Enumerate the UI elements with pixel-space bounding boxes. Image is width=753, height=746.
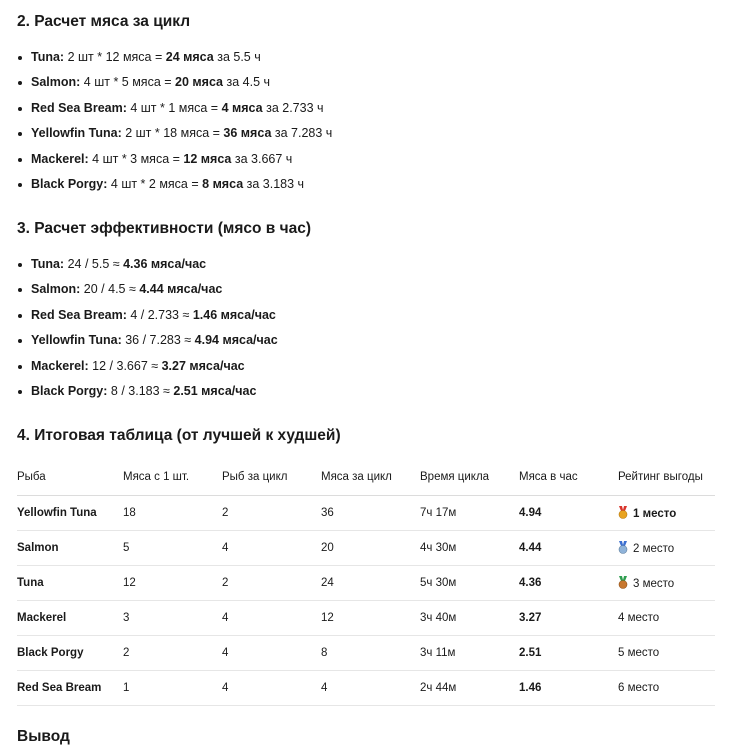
list-item	[17, 379, 278, 404]
cell-cycle-time: 3ч 40м	[420, 601, 519, 636]
cell-rating: 4 место	[618, 601, 715, 636]
rating-text: 2 место	[633, 543, 675, 555]
rating-text: 3 место	[633, 578, 675, 590]
gold-medal-icon	[618, 506, 628, 519]
duration: за 7.283 ч	[271, 126, 333, 141]
cell-meat-per-hour: 1.46	[519, 671, 618, 706]
result: 4.36 мяса/час	[123, 257, 207, 271]
table-row	[17, 531, 715, 566]
list-item	[17, 303, 278, 328]
fish-name: Black Porgy:	[31, 383, 108, 398]
summary-table	[17, 459, 715, 706]
cell-meat-per-cycle: 12	[321, 601, 420, 636]
cell-meat-per-hour: 2.51	[519, 636, 618, 671]
cell-fish: Tuna	[17, 566, 123, 601]
formula: 24 / 5.5 ≈	[67, 257, 124, 271]
formula: 12 / 3.667 ≈	[92, 358, 162, 373]
cell-fish: Salmon	[17, 531, 123, 566]
result: 12 мяса	[183, 151, 232, 166]
result: 8 мяса	[202, 176, 244, 191]
cell-cycle-time: 2ч 44м	[420, 671, 519, 706]
list-item	[17, 252, 278, 277]
list-item	[17, 121, 332, 146]
cell-fish-per-cycle: 2	[222, 566, 321, 601]
cell-meat-per-fish: 18	[123, 496, 222, 531]
result: 2.51 мяса/час	[173, 383, 257, 398]
cell-cycle-time: 3ч 11м	[420, 636, 519, 671]
result: 4.44 мяса/час	[139, 282, 223, 297]
formula: 4 шт * 2 мяса =	[110, 176, 203, 191]
cell-fish: Black Porgy	[17, 636, 123, 671]
cell-meat-per-fish: 12	[123, 566, 222, 601]
fish-name: Tuna:	[31, 257, 65, 271]
header-fish: Рыба	[17, 459, 123, 496]
cell-cycle-time: 5ч 30м	[420, 566, 519, 601]
silver-medal-icon	[618, 541, 628, 554]
fish-name: Black Porgy:	[31, 176, 108, 191]
table-row	[17, 671, 715, 706]
formula: 36 / 7.283 ≈	[125, 333, 195, 348]
cell-rating	[618, 496, 715, 531]
cell-cycle-time: 7ч 17м	[420, 496, 519, 531]
cell-fish: Yellowfin Tuna	[17, 496, 123, 531]
section-4-title: 4. Итоговая таблица (от лучшей к худшей)	[17, 427, 341, 444]
formula: 4 шт * 5 мяса =	[83, 75, 176, 90]
result: 4.94 мяса/час	[194, 333, 278, 348]
formula: 2 шт * 12 мяса =	[67, 50, 166, 64]
list-item	[17, 277, 278, 302]
cell-rating	[618, 566, 715, 601]
fish-name: Red Sea Bream:	[31, 100, 127, 115]
formula: 4 шт * 3 мяса =	[92, 151, 184, 166]
cell-rating: 5 место	[618, 636, 715, 671]
table-row	[17, 601, 715, 636]
formula: 4 / 2.733 ≈	[130, 307, 193, 322]
result: 24 мяса	[165, 50, 214, 64]
formula: 8 / 3.183 ≈	[110, 383, 174, 398]
header-meat-per-hour: Мяса в час	[519, 459, 618, 496]
fish-name: Yellowfin Tuna:	[31, 333, 122, 348]
cell-fish: Mackerel	[17, 601, 123, 636]
cell-rating	[618, 531, 715, 566]
cell-fish: Red Sea Bream	[17, 671, 123, 706]
table-row	[17, 496, 715, 531]
cell-meat-per-cycle: 8	[321, 636, 420, 671]
formula: 4 шт * 1 мяса =	[130, 100, 222, 115]
list-item	[17, 172, 332, 197]
fish-name: Yellowfin Tuna:	[31, 126, 122, 141]
efficiency-list	[17, 252, 278, 404]
bronze-medal-icon	[618, 576, 628, 589]
fish-name: Salmon:	[31, 75, 81, 90]
result: 20 мяса	[175, 75, 224, 90]
cell-fish-per-cycle: 4	[222, 531, 321, 566]
cell-meat-per-fish: 3	[123, 601, 222, 636]
result: 3.27 мяса/час	[161, 358, 245, 373]
cell-fish-per-cycle: 4	[222, 601, 321, 636]
cell-rating: 6 место	[618, 671, 715, 706]
section-3-title: 3. Расчет эффективности (мясо в час)	[17, 220, 312, 237]
fish-name: Mackerel:	[31, 151, 89, 166]
cell-meat-per-hour: 4.44	[519, 531, 618, 566]
duration: за 2.733 ч	[262, 100, 324, 115]
header-cycle-time: Время цикла	[420, 459, 519, 496]
fish-name: Red Sea Bream:	[31, 307, 127, 322]
header-rating: Рейтинг выгоды	[618, 459, 715, 496]
table-row	[17, 566, 715, 601]
meat-per-cycle-list	[17, 45, 332, 197]
cell-meat-per-hour: 4.94	[519, 496, 618, 531]
cell-fish-per-cycle: 4	[222, 636, 321, 671]
duration: за 3.667 ч	[231, 151, 293, 166]
cell-meat-per-fish: 2	[123, 636, 222, 671]
duration: за 3.183 ч	[243, 176, 305, 191]
cell-meat-per-fish: 5	[123, 531, 222, 566]
cell-cycle-time: 4ч 30м	[420, 531, 519, 566]
list-item	[17, 45, 332, 70]
cell-meat-per-cycle: 4	[321, 671, 420, 706]
table-row	[17, 636, 715, 671]
cell-meat-per-cycle: 36	[321, 496, 420, 531]
cell-fish-per-cycle: 2	[222, 496, 321, 531]
fish-name: Tuna:	[31, 50, 65, 64]
section-2-title: 2. Расчет мяса за цикл	[17, 13, 191, 30]
header-fish-per-cycle: Рыб за цикл	[222, 459, 321, 496]
formula: 2 шт * 18 мяса =	[125, 126, 224, 141]
cell-meat-per-hour: 3.27	[519, 601, 618, 636]
formula: 20 / 4.5 ≈	[83, 282, 140, 297]
cell-meat-per-fish: 1	[123, 671, 222, 706]
fish-name: Mackerel:	[31, 358, 89, 373]
list-item	[17, 328, 278, 353]
next-section-heading: Вывод	[17, 728, 70, 745]
result: 36 мяса	[223, 126, 272, 141]
header-meat-per-fish: Мяса с 1 шт.	[123, 459, 222, 496]
result: 4 мяса	[221, 100, 263, 115]
cell-meat-per-cycle: 24	[321, 566, 420, 601]
duration: за 4.5 ч	[223, 75, 271, 90]
list-item	[17, 354, 278, 379]
duration: за 5.5 ч	[213, 50, 261, 64]
fish-name: Salmon:	[31, 282, 81, 297]
header-meat-per-cycle: Мяса за цикл	[321, 459, 420, 496]
cell-fish-per-cycle: 4	[222, 671, 321, 706]
rating-text: 1 место	[633, 508, 677, 520]
result: 1.46 мяса/час	[192, 307, 276, 322]
list-item	[17, 96, 332, 121]
list-item	[17, 147, 332, 172]
table-header-row	[17, 459, 715, 496]
list-item	[17, 70, 332, 95]
cell-meat-per-hour: 4.36	[519, 566, 618, 601]
cell-meat-per-cycle: 20	[321, 531, 420, 566]
